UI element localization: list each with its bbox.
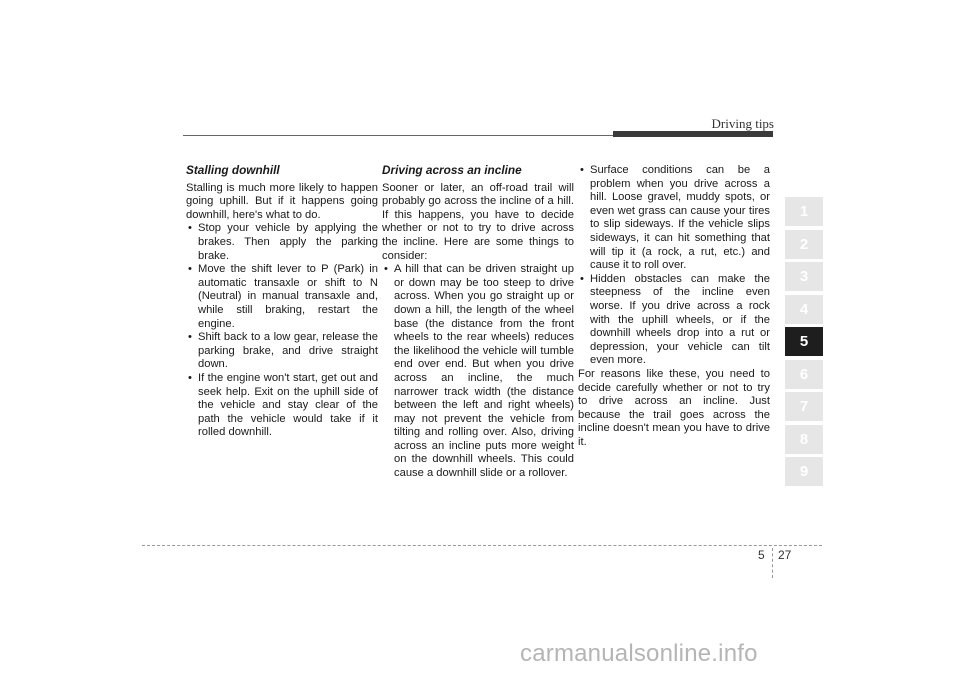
header-title: Driving tips — [711, 116, 774, 131]
chapter-tab[interactable]: 7 — [785, 392, 823, 421]
list-item: • Shift back to a low gear, release the parking brake, and drive straight down. — [186, 331, 378, 372]
chapter-tab[interactable]: 4 — [785, 295, 823, 324]
page-number: 27 — [778, 548, 792, 562]
header-rule-thick — [613, 131, 773, 137]
footer-dashed-rule — [142, 545, 822, 546]
list-item: • If the engine won't start, get out and seek help. Exit on the uphill side of the vehicle and stay clear of the path the vehicle would take if it rolled downhill. — [186, 372, 378, 440]
list-item: • A hill that can be driven straight up or down may be too steep to drive across. When you go straight up or down a hill, the length of the wheel base (the distance from the front wheels to the rear wheels) reduces the likelihood the vehicle will tumble end over end. But when you drive across an incline, the much narrower track width (the distance between the left and right wheels) may not prevent the vehicle from tilting and rolling over. Also, driving across an incline puts more weight on the downhill wheels. This could cause a downhill slide or a rollover. — [382, 263, 574, 481]
chapter-tab[interactable]: 3 — [785, 262, 823, 291]
chapter-tab[interactable]: 6 — [785, 360, 823, 389]
column-2 — [382, 164, 574, 481]
bullet-list — [578, 164, 770, 368]
list-item: • Move the shift lever to P (Park) in automatic transaxle or shift to N (Neutral) in manual transaxle and, while still braking, restart the engine. — [186, 263, 378, 331]
chapter-sidebar — [785, 197, 823, 490]
section-heading-incline: Driving across an incline — [382, 163, 522, 177]
section-heading-stalling: Stalling downhill — [186, 163, 280, 177]
header-rule-thin — [183, 135, 613, 136]
watermark: carmanualsonline.info — [520, 640, 758, 667]
list-item: • Stop your vehicle by applying the brakes. Then apply the parking brake. — [186, 222, 378, 263]
paragraph: Sooner or later, an off-road trail will probably go across the incline of a hill. If this happens, you have to decide whether or not to try to drive across the incline. Here are some things to consider: — [382, 181, 574, 262]
paragraph: Stalling is much more likely to happen going uphill. But if it happens going downhill, here's what to do. — [186, 181, 378, 221]
chapter-tab[interactable]: 9 — [785, 457, 823, 486]
page-divider — [772, 548, 773, 578]
chapter-tab[interactable]: 2 — [785, 230, 823, 259]
list-item: • Surface conditions can be a problem when you drive across a hill. Loose gravel, muddy spots, or even wet grass can cause your tires to slip sideways. If the vehicle slips sideways, it can hit something that will tip it (a rock, a rut, etc.) and cause it to roll over. — [578, 164, 770, 273]
chapter-tab[interactable]: 8 — [785, 425, 823, 454]
bullet-list — [382, 263, 574, 481]
list-item: • Hidden obstacles can make the steepness of the incline even worse. If you drive across a rock with the uphill wheels, or if the downhill wheels drop into a rut or depression, your vehicle can tilt even more. — [578, 273, 770, 368]
page-section-number: 5 — [758, 548, 765, 562]
bullet-list — [186, 222, 378, 440]
paragraph: For reasons like these, you need to decide carefully whether or not to try to drive across an incline. Just because the trail goes across the incline doesn't mean you have to drive it. — [578, 367, 770, 448]
column-3 — [578, 164, 770, 449]
chapter-tab[interactable]: 1 — [785, 197, 823, 226]
chapter-tab-active[interactable]: 5 — [785, 327, 823, 356]
column-1 — [186, 164, 378, 440]
